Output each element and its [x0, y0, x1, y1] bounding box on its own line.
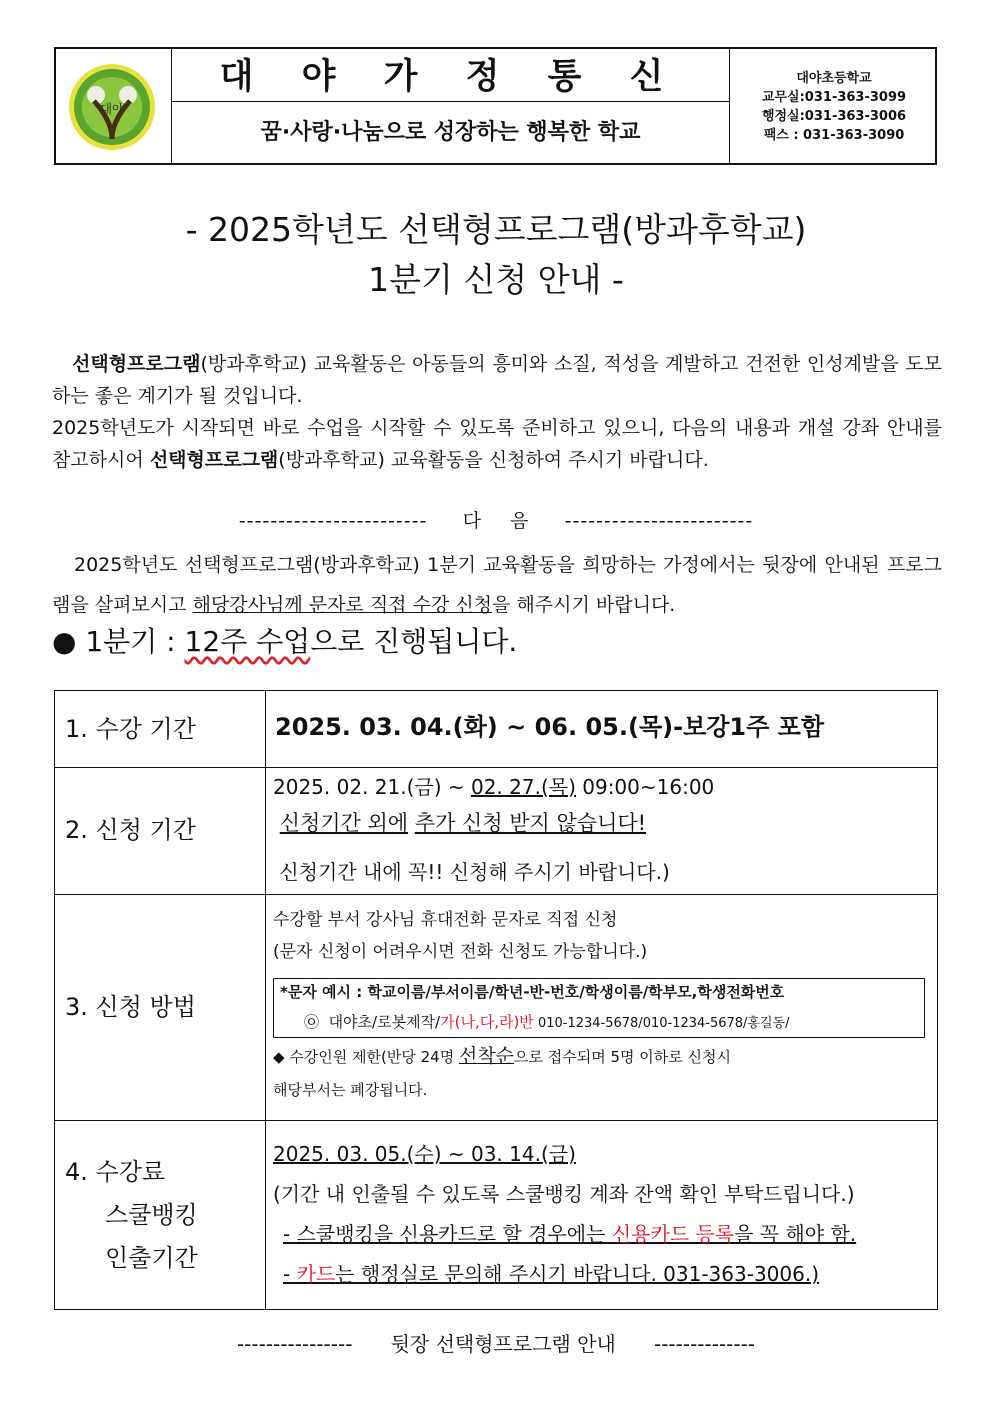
- sms-example-format: *문자 예시 : 학교이름/부서이름/학년-반-번호/학생이름/학부모,학생전화번호: [280, 983, 785, 1001]
- doc-title-line1: - 2025학년도 선택형프로그램(방과후학교): [185, 210, 807, 249]
- course-period-value: 2025. 03. 04.(화) ~ 06. 05.(목)-보강1주 포함: [275, 713, 825, 741]
- doc-title-line2: 1분기 신청 안내 -: [368, 260, 624, 299]
- office-admin-phone: 행정실:031-363-3006: [761, 109, 907, 124]
- application-period-warning: 신청기간 외에 추가 신청 받지 않습니다!: [279, 811, 647, 835]
- bullet-icon: ●: [52, 625, 77, 658]
- method-line-1: 수강할 부서 강사님 휴대전화 문자로 직접 신청: [273, 910, 618, 930]
- label-application-period: 2. 신청 기간: [65, 816, 196, 844]
- application-period-dates: 2025. 02. 21.(금) ~ 02. 27.(목) 09:00~16:00: [273, 775, 715, 799]
- label-course-period: 1. 수강 기간: [65, 715, 196, 743]
- school-contact: [731, 69, 937, 145]
- withdrawal-dates: 2025. 03. 05.(수) ~ 03. 14.(금): [273, 1142, 576, 1166]
- sms-example-box: [273, 978, 925, 1038]
- intro-paragraph-1: 선택형프로그램(방과후학교) 교육활동은 아동들의 흥미와 소질, 적성을 계발하고 건전한 인성계발을 도모하는 좋은 계기가 될 것입니다.: [52, 353, 943, 407]
- school-name: 대야초등학교: [796, 71, 872, 86]
- school-slogan: 꿈·사랑·나눔으로 성장하는 행복한 학교: [260, 120, 641, 145]
- sms-example-sample: ㉧ 대야초/로봇제작/가(나,다,라)반 010-1234-5678/010-1234-5678/홍길동/: [304, 1013, 790, 1031]
- capacity-note-cont: 해당부서는 폐강됩니다.: [273, 1081, 428, 1099]
- withdrawal-balance-note: (기간 내 인출될 수 있도록 스쿨뱅킹 계좌 잔액 확인 부탁드립니다.): [273, 1182, 855, 1206]
- info-table: [54, 690, 938, 1310]
- card-inquiry-note: - 카드는 행정실로 문의해 주시기 바랍니다. 031-363-3006.): [283, 1262, 820, 1286]
- method-line-2: (문자 신청이 어려우시면 전화 신청도 가능합니다.): [273, 942, 648, 962]
- application-notice: 2025학년도 선택형프로그램(방과후학교) 1분기 교육활동을 희망하는 가정에서는 뒷장에 안내된 프로그램을 살펴보시고 해당강사님께 문자로 직접 수강 신청을 해주시기 바랍니다.: [52, 554, 943, 616]
- intro-paragraph-2: 2025학년도가 시작되면 바로 수업을 시작할 수 있도록 준비하고 있으니, 다음의 내용과 개설 강좌 안내를 참고하시어 선택형프로그램(방과후학교) 교육활동을 신청하여 주시기 바랍니다.: [52, 417, 942, 471]
- label-fee: 4. 수강료: [65, 1158, 166, 1186]
- label-school-banking: 스쿨뱅킹: [105, 1201, 198, 1229]
- newsletter-header: [54, 47, 937, 165]
- office-teacher-phone: 교무실:031-363-3099: [761, 90, 907, 105]
- credit-card-note: - 스쿨뱅킹을 신용카드로 할 경우에는 신용카드 등록을 꼭 해야 함.: [283, 1222, 857, 1246]
- label-withdrawal-period: 인출기간: [105, 1244, 198, 1272]
- school-logo: [66, 61, 158, 153]
- quarter-summary: ● 1분기 : 12주 수업으로 진행됩니다.: [52, 625, 518, 658]
- fax-number: 팩스 : 031-363-3090: [763, 128, 905, 143]
- application-period-reminder: 신청기간 내에 꼭!! 신청해 주시기 바랍니다.): [279, 860, 670, 884]
- capacity-note: ◆ 수강인원 제한(반당 24명 선착순으로 접수되며 5명 이하로 신청시: [273, 1045, 732, 1067]
- newsletter-title: 대 야 가 정 통 신: [219, 57, 682, 97]
- logo-text: 대야: [100, 102, 124, 116]
- label-application-method: 3. 신청 방법: [65, 993, 196, 1021]
- back-page-notice: ---------------- 뒷장 선택형프로그램 안내 --------------: [236, 1332, 756, 1356]
- section-separator: ------------------------ 다 음 ------------------------: [238, 510, 754, 532]
